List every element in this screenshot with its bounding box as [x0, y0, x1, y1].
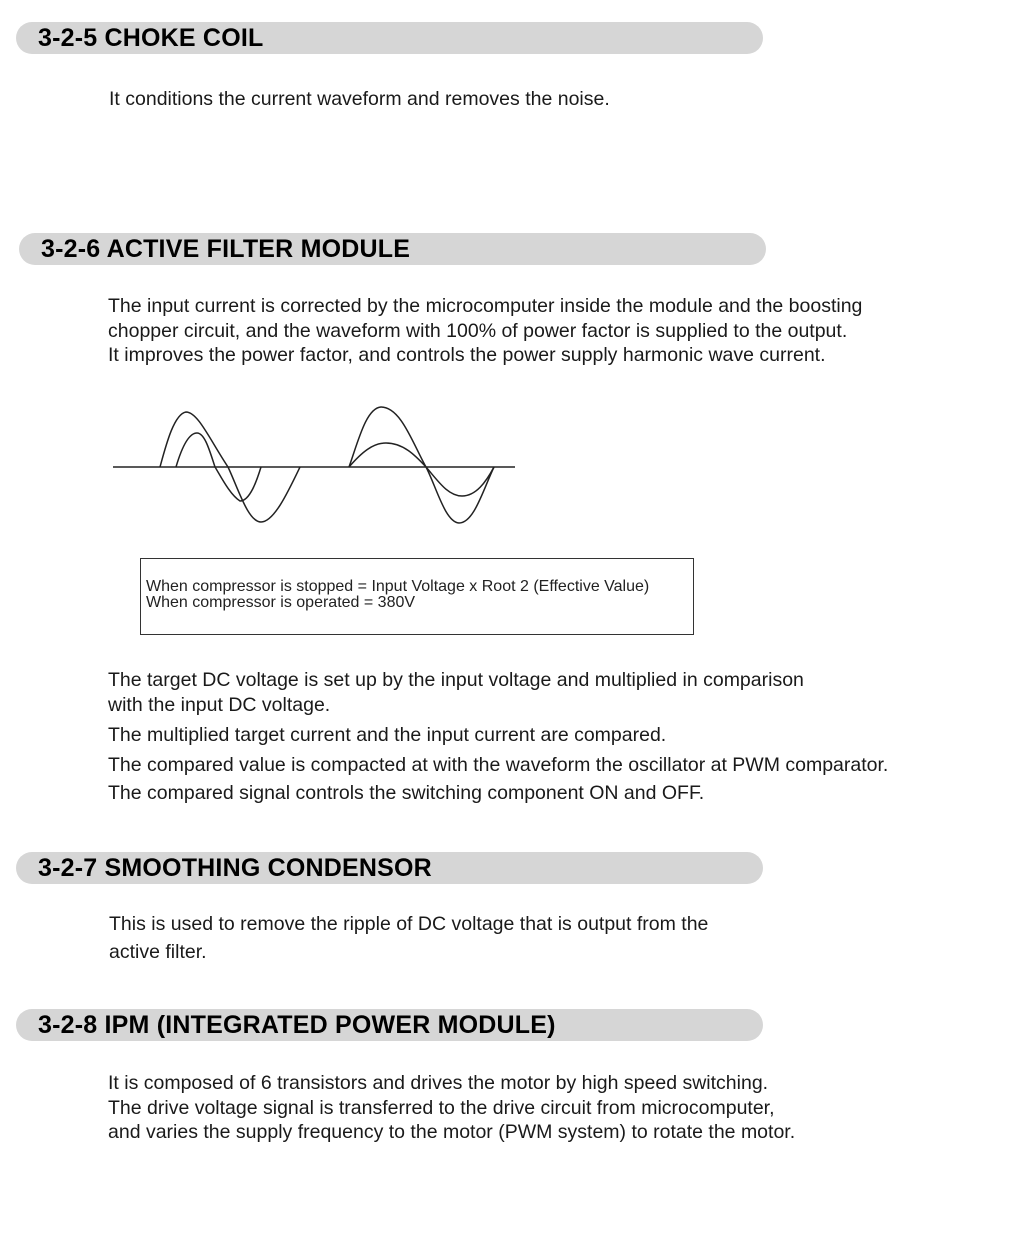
section-title: 3-2-6 ACTIVE FILTER MODULE — [41, 234, 411, 263]
active-filter-switching — [108, 781, 704, 806]
text-line: This is used to remove the ripple of DC voltage that is output from the — [109, 913, 709, 935]
waveform-right-inner — [349, 443, 494, 496]
choke-coil-description — [109, 87, 610, 112]
section-header-ipm — [16, 1009, 763, 1041]
text-line: It conditions the current waveform and removes the noise. — [109, 88, 610, 110]
section-title: 3-2-5 CHOKE COIL — [38, 23, 264, 52]
text-line: chopper circuit, and the waveform with 100% of power factor is supplied to the output. — [108, 319, 848, 342]
active-filter-pwm — [108, 753, 888, 778]
voltage-note-box — [140, 558, 694, 635]
text-line: It improves the power factor, and controls the power supply harmonic wave current. — [108, 344, 826, 366]
section-header-smoothing-condensor — [16, 852, 763, 884]
text-line: with the input DC voltage. — [108, 693, 331, 716]
text-line: The multiplied target current and the input current are compared. — [108, 724, 667, 746]
text-line: It is composed of 6 transistors and drives the motor by high speed switching. — [108, 1072, 769, 1094]
section-header-choke-coil — [16, 22, 763, 54]
text-line: The target DC voltage is set up by the input voltage and multiplied in comparison — [108, 669, 804, 691]
waveform-right-outer — [349, 407, 494, 523]
section-title: 3-2-8 IPM (INTEGRATED POWER MODULE) — [38, 1010, 556, 1039]
ipm-description — [108, 1071, 795, 1145]
text-line: The compared signal controls the switching component ON and OFF. — [108, 782, 705, 804]
note-line-operated: When compressor is operated = 380V — [146, 594, 416, 611]
note-line-stopped: When compressor is stopped = Input Voltage x Root 2 (Effective Value) — [146, 578, 650, 595]
text-line: The compared value is compacted at with the waveform the oscillator at PWM comparator. — [108, 754, 889, 776]
smoothing-condensor-description — [109, 910, 708, 966]
active-filter-operation — [108, 668, 804, 717]
section-title: 3-2-7 SMOOTHING CONDENSOR — [38, 853, 432, 882]
text-line: and varies the supply frequency to the motor (PWM system) to rotate the motor. — [108, 1121, 796, 1143]
text-line: active filter. — [109, 941, 207, 963]
active-filter-compare — [108, 723, 666, 748]
text-line: The input current is corrected by the microcomputer inside the module and the boosting — [108, 295, 863, 317]
active-filter-description — [108, 294, 862, 368]
waveform-diagram — [110, 400, 520, 530]
text-line: The drive voltage signal is transferred to the drive circuit from microcomputer, — [108, 1096, 775, 1119]
section-header-active-filter-module — [19, 233, 766, 265]
